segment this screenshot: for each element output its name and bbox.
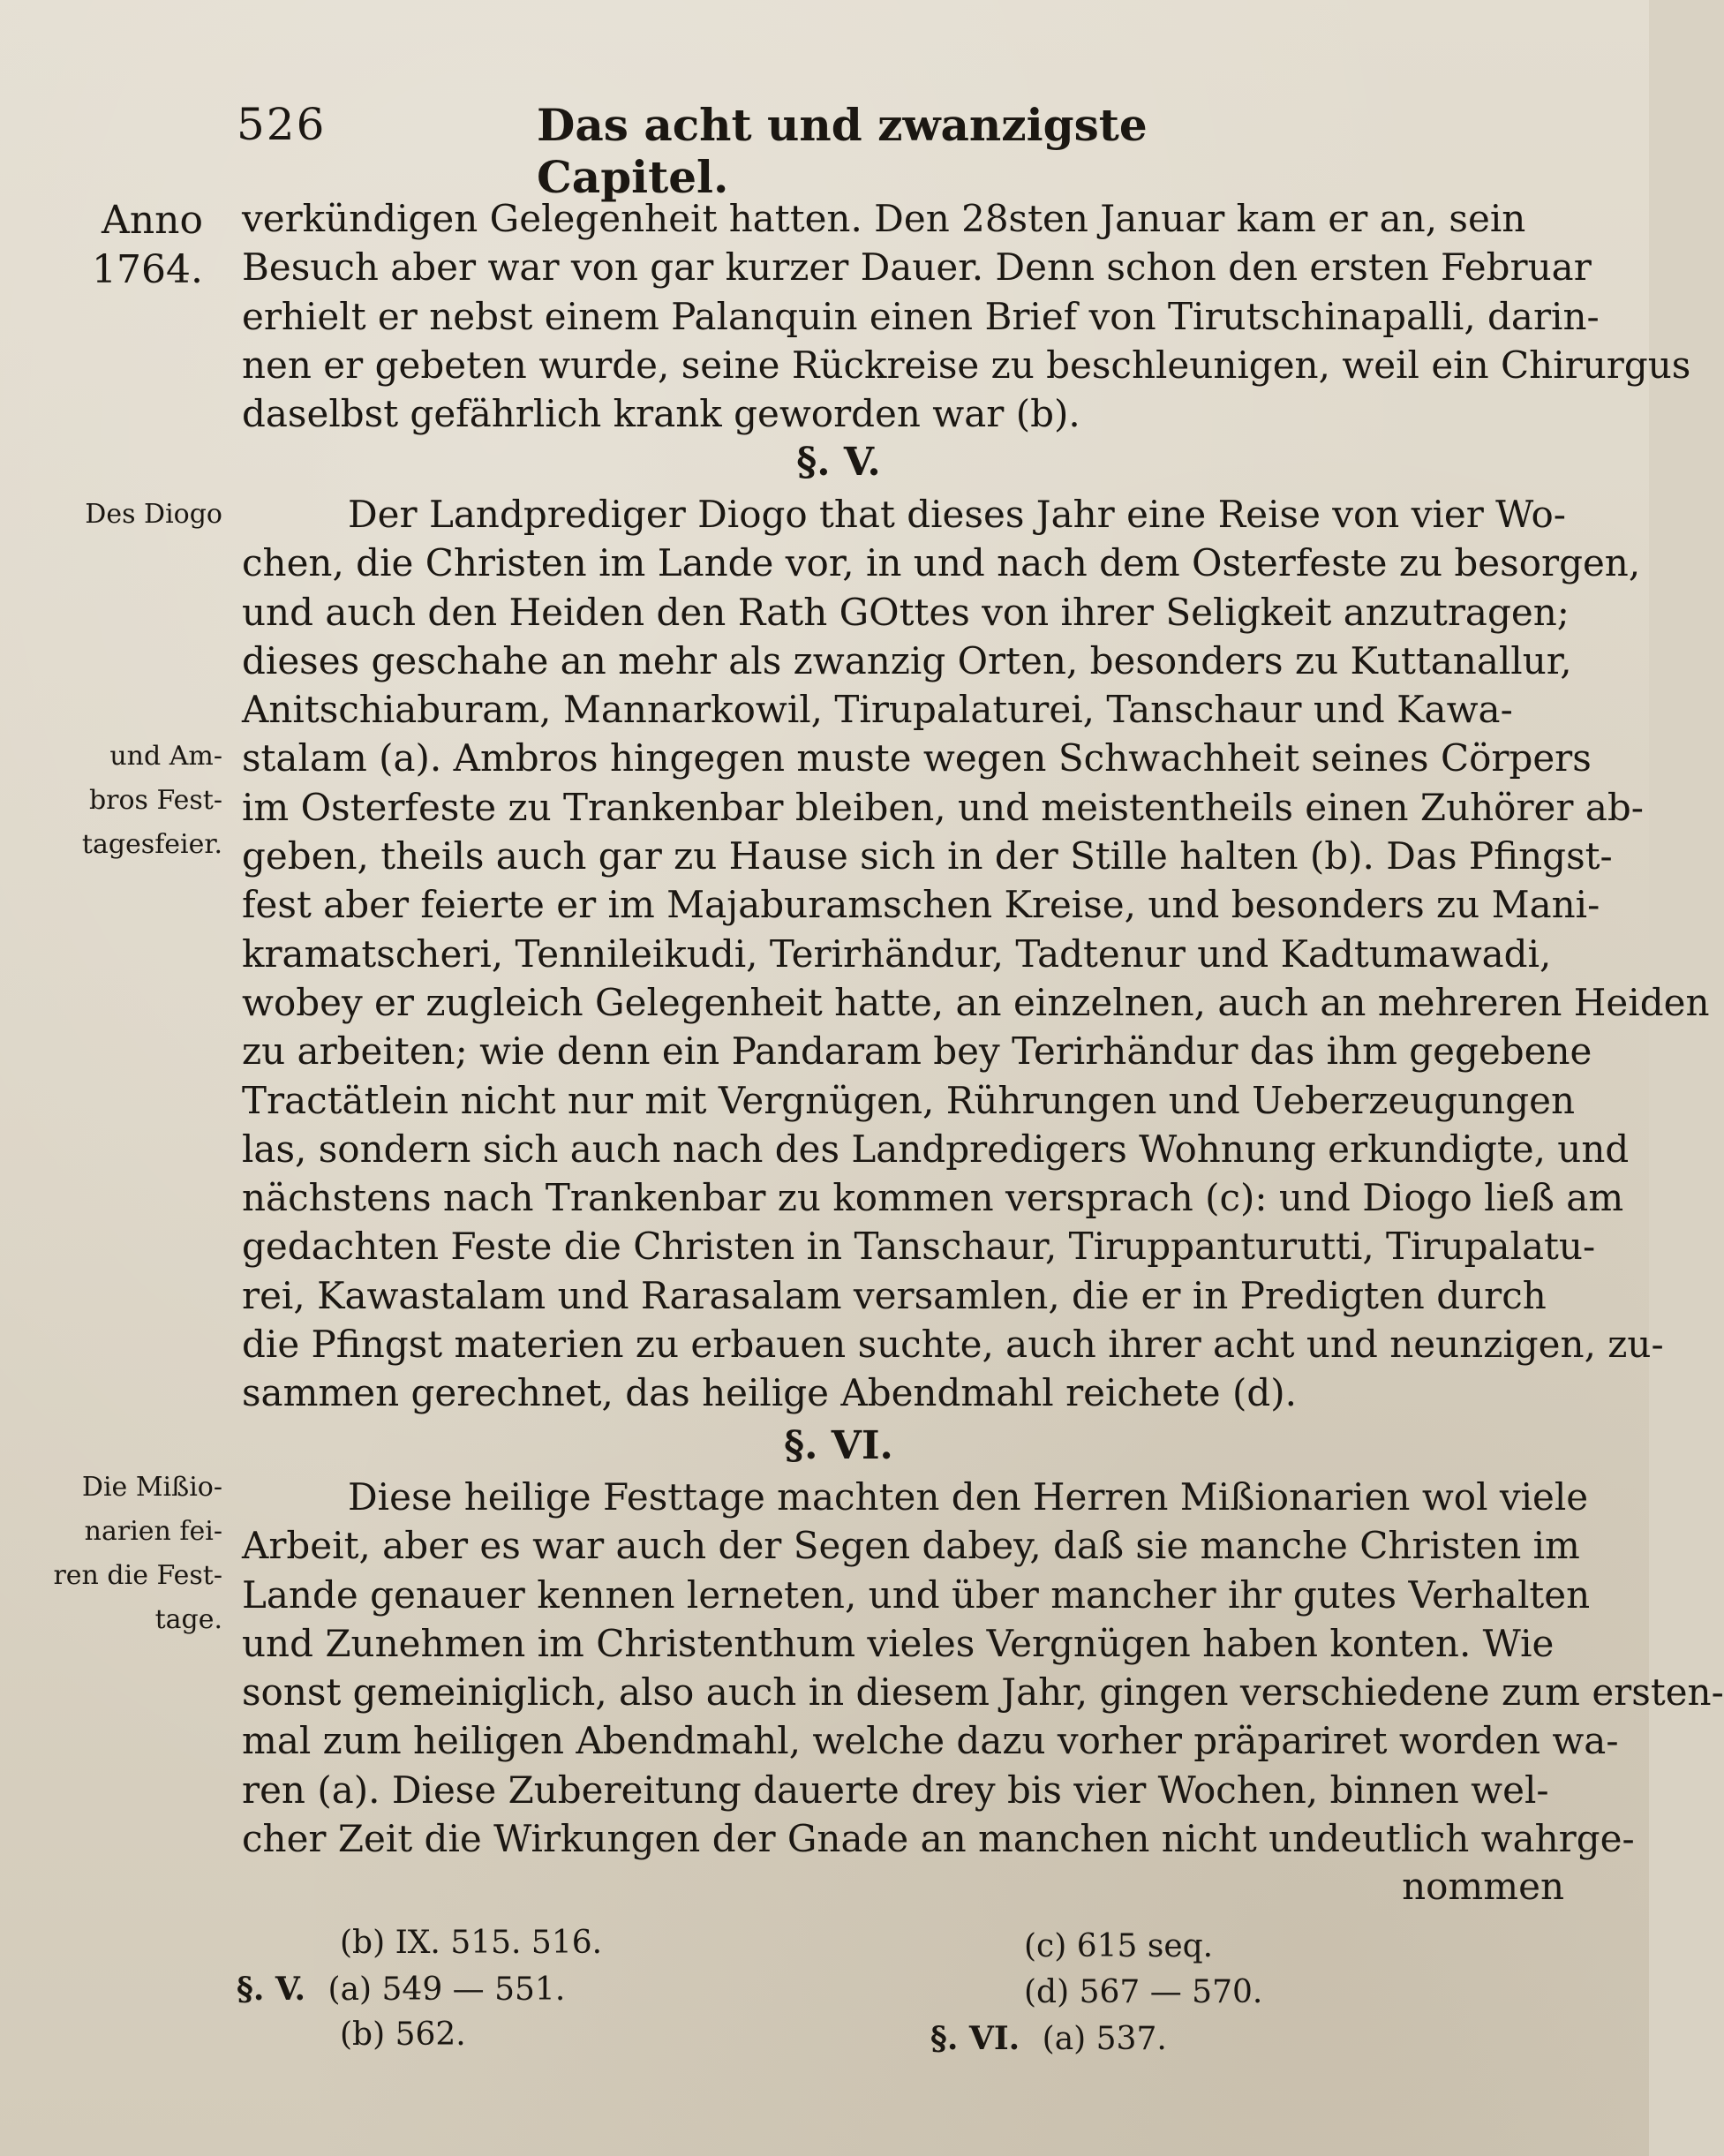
footnote <box>1024 1928 1213 1964</box>
text-line: erhielt er nebst einem Palanquin einen Brief von Tirutschinapalli, darin- <box>242 294 1600 338</box>
footnotes <box>0 1925 1649 2101</box>
margin-note-line: tagesfeier. <box>81 829 222 860</box>
text-line: zu arbeiten; wie denn ein Pandaram bey Terirhändur das ihm gegebene <box>242 1029 1592 1074</box>
footnote <box>340 2017 466 2053</box>
footnote <box>930 2020 1167 2057</box>
catchword: nommen <box>1402 1865 1564 1908</box>
text-line: geben, theils auch gar zu Hause sich in der Stille halten (b). Das Pfingst- <box>242 834 1613 878</box>
text-line: fest aber feierte er im Majaburamschen Kreise, und besonders zu Mani- <box>242 883 1600 927</box>
text-line: rei, Kawastalam und Rarasalam versamlen, die er in Predigten durch <box>242 1273 1547 1317</box>
margin-note-line: narien fei- <box>84 1516 222 1547</box>
text-line: Anitschiaburam, Mannarkowil, Tirupalaturei, Tanschaur und Kawa- <box>242 688 1513 732</box>
section-heading-6: §. VI. <box>784 1423 893 1468</box>
text-line: Der Landprediger Diogo that dieses Jahr eine Reise von vier Wo- <box>348 493 1566 536</box>
text-line: gedachten Feste die Christen in Tanschaur, Tiruppanturutti, Tirupalatu- <box>242 1225 1596 1269</box>
section-heading-5: §. V. <box>796 440 881 485</box>
footnote-section: §. V. <box>237 1971 306 2008</box>
paragraph-section-5 <box>242 490 1710 1418</box>
footnote-text: (b) IX. 515. 516. <box>340 1925 603 1961</box>
text-line: Besuch aber war von gar kurzer Dauer. Denn schon den ersten Februar <box>242 245 1592 290</box>
footnote-text: (a) 537. <box>1042 2021 1167 2057</box>
margin-year: 1764. <box>92 247 203 292</box>
text-line: Lande genauer kennen lerneten, und über mancher ihr gutes Verhalten <box>242 1572 1591 1617</box>
margin-note-diogo: Des Diogo <box>85 499 222 530</box>
margin-year-label: Anno <box>102 198 203 243</box>
footnote-text: (c) 615 seq. <box>1024 1928 1214 1964</box>
text-line: mal zum heiligen Abendmahl, welche dazu vorher präpariret worden wa- <box>242 1719 1619 1763</box>
margin-note-line: tage. <box>154 1604 222 1635</box>
text-line: Diese heilige Festtage machten den Herren Mißionarien wol viele <box>348 1475 1589 1519</box>
footnote-text: (d) 567 — 570. <box>1024 1974 1263 2010</box>
footnote <box>340 1925 602 1961</box>
chapter-title: Das acht und zwanzigste Capitel. <box>537 99 1148 203</box>
page-number: 526 <box>237 99 327 150</box>
text-line: Tractätlein nicht nur mit Vergnügen, Rührungen und Ueberzeugungen <box>242 1078 1576 1122</box>
text-line: cher Zeit die Wirkungen der Gnade an manchen nicht undeutlich wahrge- <box>242 1817 1635 1861</box>
footnote-section: §. VI. <box>930 2020 1020 2057</box>
text-line: die Pfingst materien zu erbauen suchte, auch ihrer acht und neunzigen, zu- <box>242 1323 1664 1367</box>
text-line: verkündigen Gelegenheit hatten. Den 28sten Januar kam er an, sein <box>242 197 1526 240</box>
text-line: ren (a). Diese Zubereitung dauerte drey bis vier Wochen, binnen wel- <box>242 1768 1549 1812</box>
text-line: im Osterfeste zu Trankenbar bleiben, und meistentheils einen Zuhörer ab- <box>242 785 1644 829</box>
text-line: sonst gemeiniglich, also auch in diesem Jahr, gingen verschiedene zum ersten- <box>242 1670 1724 1715</box>
text-line: stalam (a). Ambros hingegen muste wegen Schwachheit seines Cörpers <box>242 736 1592 780</box>
text-line: und auch den Heiden den Rath GOttes von ihrer Seligkeit anzutragen; <box>242 590 1570 634</box>
margin-note-ambros <box>19 735 222 867</box>
footnote-text: (a) 549 — 551. <box>327 1971 566 2008</box>
margin-note-line: ren die Fest- <box>53 1560 222 1591</box>
text-line: daselbst gefährlich krank geworden war (b). <box>242 392 1080 436</box>
margin-note-line: bros Fest- <box>88 785 222 816</box>
margin-note-missionare <box>19 1466 222 1642</box>
text-line: chen, die Christen im Lande vor, in und nach dem Osterfeste zu besorgen, <box>242 541 1641 585</box>
footnote <box>237 1971 565 2008</box>
margin-note-line: und Am- <box>109 741 222 772</box>
text-line: Arbeit, aber es war auch der Segen dabey, daß sie manche Christen im <box>242 1524 1580 1568</box>
text-line: nächstens nach Trankenbar zu kommen versprach (c): und Diogo ließ am <box>242 1176 1624 1220</box>
paragraph-continuation <box>242 194 1691 438</box>
paragraph-section-6 <box>242 1473 1724 1863</box>
text-line: sammen gerechnet, das heilige Abendmahl reichete (d). <box>242 1371 1297 1415</box>
text-line: nen er gebeten wurde, seine Rückreise zu beschleunigen, weil ein Chirurgus <box>242 343 1691 387</box>
text-line: dieses geschahe an mehr als zwanzig Orten, besonders zu Kuttanallur, <box>242 638 1572 682</box>
footnote-text: (b) 562. <box>340 2017 466 2053</box>
margin-note-line: Die Mißio- <box>81 1472 222 1503</box>
text-line: kramatscheri, Tennileikudi, Terirhändur, Tadtenur und Kadtumawadi, <box>242 931 1552 976</box>
text-line: wobey er zugleich Gelegenheit hatte, an einzelnen, auch an mehreren Heiden <box>242 980 1710 1024</box>
text-line: und Zunehmen im Christenthum vieles Vergnügen haben konten. Wie <box>242 1621 1555 1665</box>
page-header <box>237 99 1261 203</box>
footnote <box>1024 1974 1262 2010</box>
text-line: las, sondern sich auch nach des Landpredigers Wohnung erkundigte, und <box>242 1127 1630 1171</box>
